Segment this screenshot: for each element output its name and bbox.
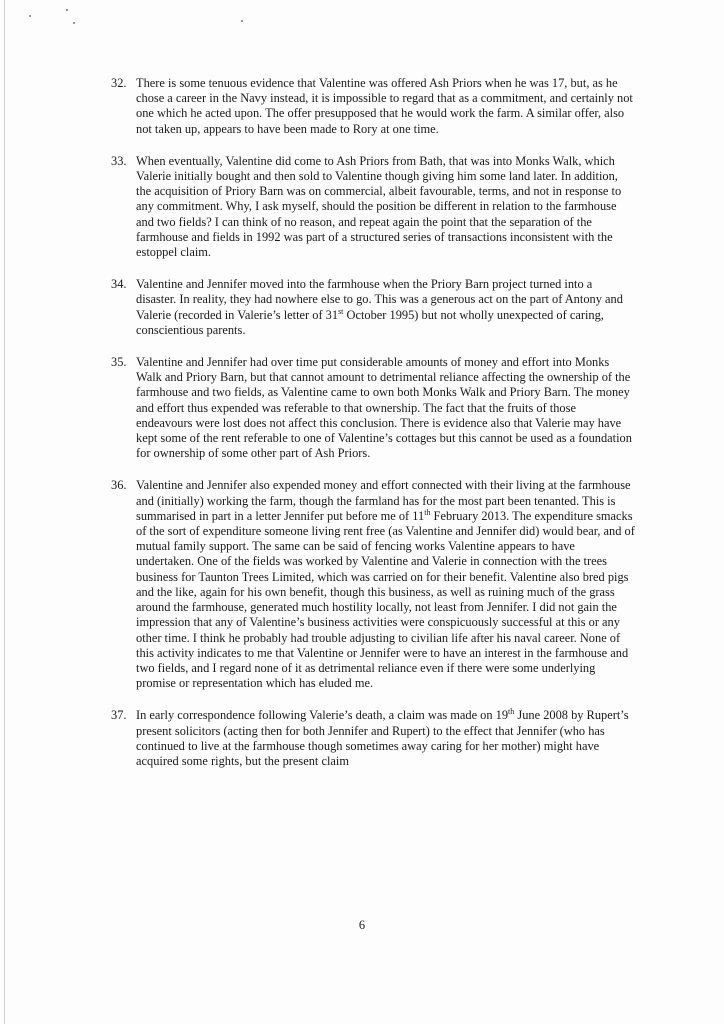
paragraph-text: There is some tenuous evidence that Valentine was offered Ash Priors when he was 17, but, as he chose a career in the Navy instead, it is impossible to regard that as a commitment, and certainly not one which he acted upon. The offer presupposed that he would work the farm. A similar offer, also not taken up, appears to have been made to Rory at one time. [136,76,633,136]
judgment-body [111,76,635,786]
scan-edge-line [4,0,5,1024]
page-number: 6 [358,918,366,932]
paragraph-number: 35. [111,355,127,370]
scan-speck [73,22,75,24]
text-segment: In early correspondence following Valerie’s death, a claim was made on 19 [136,708,509,723]
text-segment: June 2008 by Rupert’s present solicitors (acting then for both Jennifer and Rupert) to the effect that Jennifer (who has continued to live at the farmhouse though sometimes away caring for her mother) might have acquired some rights, but the present claim [136,708,629,768]
paragraph-number: 32. [111,76,127,90]
paragraph-text [136,708,635,769]
scan-speck [29,15,31,17]
text-segment: October 1995) but not wholly unexpected of caring, conscientious parents. [136,307,604,337]
paragraph-text [136,277,635,338]
paragraph-number: 34. [111,277,127,292]
paragraph-32 [111,76,635,137]
paragraph-number: 37. [111,708,127,723]
ordinal-suffix: st [338,306,344,316]
paragraph-36 [111,478,635,691]
text-segment: February 2013. The expenditure smacks of the sort of expenditure someone living rent free (as Valentine and Jennifer did) would bear, and of mutual family support. The same can be said of fencing works Valentine appears to have undertaken. One of the fields was worked by Valentine and Valerie in connection with the trees business for Taunton Trees Limited, which was carried on for their benefit. Valentine also bred pigs and the like, again for his own benefit, though this business, as well as ruining much of the grass around the farmhouse, generated much hostility locally, not least from Jennifer. I did not gain the impression that any of Valentine’s business activities were conspicuously successful at this or any other time. I think he probably had trouble adjusting to civilian life after his naval career. None of this activity indicates to me that Valentine or Jennifer were to have an interest in the farmhouse and two fields, and I regard none of it as detrimental reliance even if there were some underlying promise or representation which has eluded me. [136,508,635,691]
scan-speck [241,20,243,22]
paragraph-35 [111,355,635,461]
paragraph-number: 36. [111,478,127,493]
text-segment: Valentine and Jennifer also expended money and effort connected with their living at the farmhouse and (initially) working the farm, though the farmland has for the most part been tenanted. This is summarised in part in a letter Jennifer put before me of 11 [136,478,631,523]
paragraph-34 [111,277,635,338]
text-segment: Valentine and Jennifer moved into the farmhouse when the Priory Barn project turned into a disaster. In reality, they had nowhere else to go. This was a generous act on the part of Antony and Valerie (recorded in Valerie’s letter of 31 [136,277,623,322]
paragraph-text [136,478,635,691]
paragraph-number: 33. [111,153,127,168]
paragraph-37 [111,708,635,769]
ordinal-suffix: th [508,707,515,717]
ordinal-suffix: th [424,507,431,517]
scan-speck [66,9,68,11]
paragraph-text: Valentine and Jennifer had over time put considerable amounts of money and effort into Monks Walk and Priory Barn, but that cannot amount to detrimental reliance affecting the ownership of the farmhouse and two fields, as Valentine came to own both Monks Walk and Priory Barn. The money and effort thus expended was referable to that ownership. The fact that the fruits of those endeavours were lost does not affect this conclusion. There is evidence also that Valerie may have kept some of the rent referable to one of Valentine’s cottages but this cannot be used as a foundation for ownership of some other part of Ash Priors. [136,355,632,461]
paragraph-33 [111,154,635,260]
paragraph-text: When eventually, Valentine did come to Ash Priors from Bath, that was into Monks Walk, which Valerie initially bought and then sold to Valentine though giving him some land later. In addition, the acquisition of Priory Barn was on commercial, albeit favourable, terms, and not in response to any commitment. Why, I ask myself, should the position be different in relation to the farmhouse and two fields? I can think of no reason, and repeat again the point that the separation of the farmhouse and fields in 1992 was part of a structured series of transactions inconsistent with the estoppel claim. [136,153,622,260]
